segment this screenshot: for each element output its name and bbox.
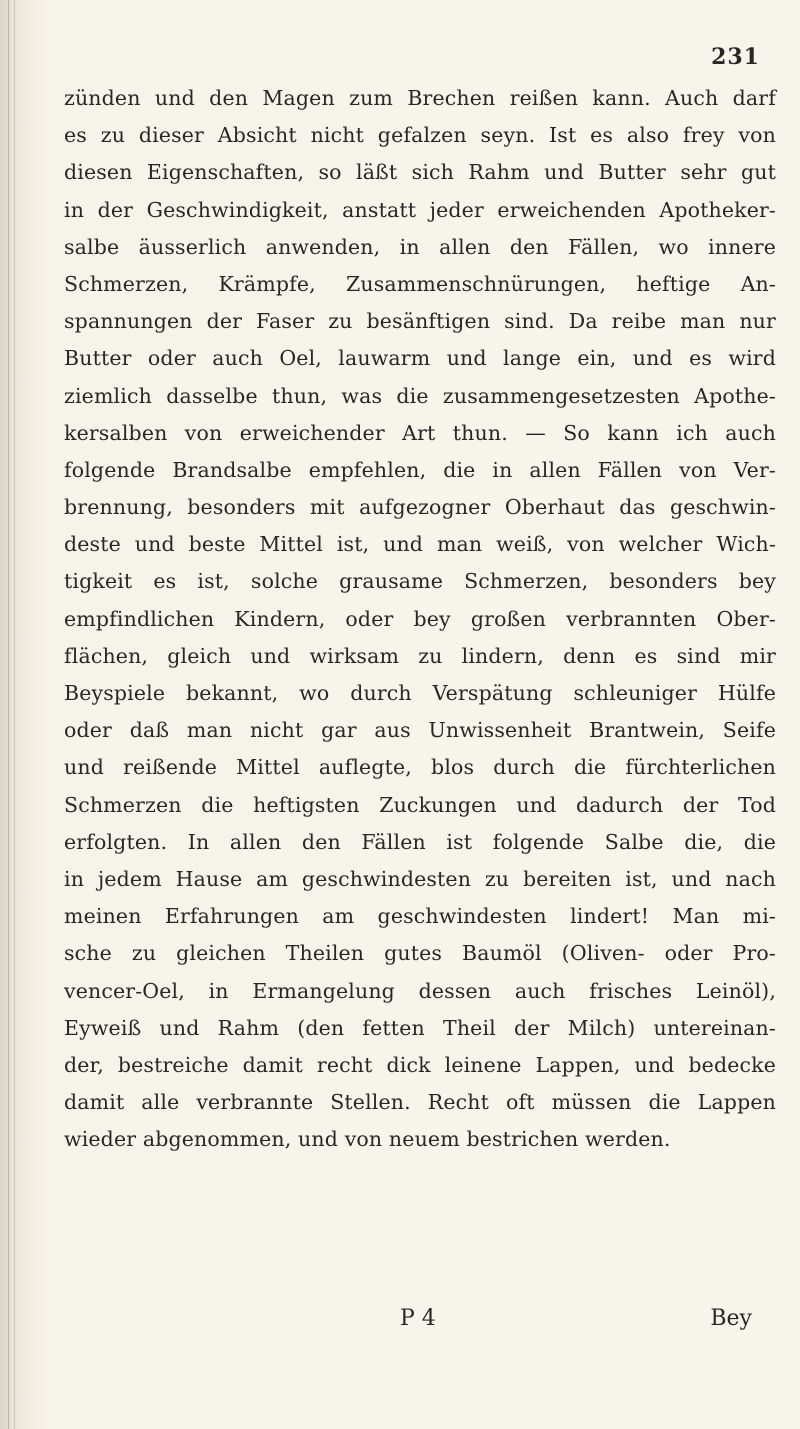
text-line: in jedem Hause am geschwindesten zu bereiten ist, und nach [64,866,776,891]
text-line: Schmerzen, Krämpfe, Zusammenschnürungen, heftige An- [64,271,776,296]
text-line: in der Geschwindigkeit, anstatt jeder erweichenden Apotheker- [64,197,776,222]
text-line: empfindlichen Kindern, oder bey großen verbrannten Ober- [64,606,776,631]
text-line: vencer-Oel, in Ermangelung dessen auch frisches Leinöl), [64,978,776,1003]
text-line: erfolgten. In allen den Fällen ist folgende Salbe die, die [64,829,776,854]
text-line: diesen Eigenschaften, so läßt sich Rahm und Butter sehr gut [64,160,776,185]
text-line: flächen, gleich und wirksam zu lindern, denn es sind mir [64,643,776,668]
signature-mark: P 4 [400,1306,436,1331]
text-line: deste und beste Mittel ist, und man weiß, von welcher Wich- [64,532,776,557]
text-line: spannungen der Faser zu besänftigen sind. Da reibe man nur [64,309,776,334]
text-line: sche zu gleichen Theilen gutes Baumöl (Oliven- oder Pro- [64,941,776,966]
text-line: damit alle verbrannte Stellen. Recht oft müssen die Lappen [64,1090,776,1115]
page-number: 231 [711,44,760,70]
text-line: und reißende Mittel auflegte, blos durch die fürchterlichen [64,755,776,780]
page-footer [0,1306,800,1346]
catchword: Bey [710,1306,752,1331]
binding-edge [8,0,9,1429]
body-text [64,80,776,1158]
text-line: Schmerzen die heftigsten Zuckungen und dadurch der Tod [64,792,776,817]
text-line: oder daß man nicht gar aus Unwissenheit Brantwein, Seife [64,718,776,743]
text-line: wieder abgenommen, und von neuem bestrichen werden. [64,1127,671,1152]
text-line: Butter oder auch Oel, lauwarm und lange ein, und es wird [64,346,776,371]
text-line: zünden und den Magen zum Brechen reißen kann. Auch darf [64,86,776,110]
text-line: der, bestreiche damit recht dick leinene Lappen, und bedecke [64,1052,776,1077]
text-line: Beyspiele bekannt, wo durch Verspätung schleuniger Hülfe [64,681,776,705]
text-line: kersalben von erweichender Art thun. — So kann ich auch [64,420,776,445]
text-line: salbe äusserlich anwenden, in allen den Fällen, wo innere [64,234,776,259]
text-line: brennung, besonders mit aufgezogner Oberhaut das geschwin- [64,495,776,520]
binding-edge-inner [14,0,15,1429]
text-line: es zu dieser Absicht nicht gefalzen seyn. Ist es also frey von [64,123,776,148]
text-line: ziemlich dasselbe thun, was die zusammengesetzesten Apothe- [64,383,776,408]
text-line: folgende Brandsalbe empfehlen, die in allen Fällen von Ver- [64,457,776,482]
text-line: Eyweiß und Rahm (den fetten Theil der Milch) untereinan- [64,1015,776,1040]
text-line: meinen Erfahrungen am geschwindesten lindert! Man mi- [64,904,776,929]
text-line: tigkeit es ist, solche grausame Schmerzen, besonders bey [64,569,776,594]
